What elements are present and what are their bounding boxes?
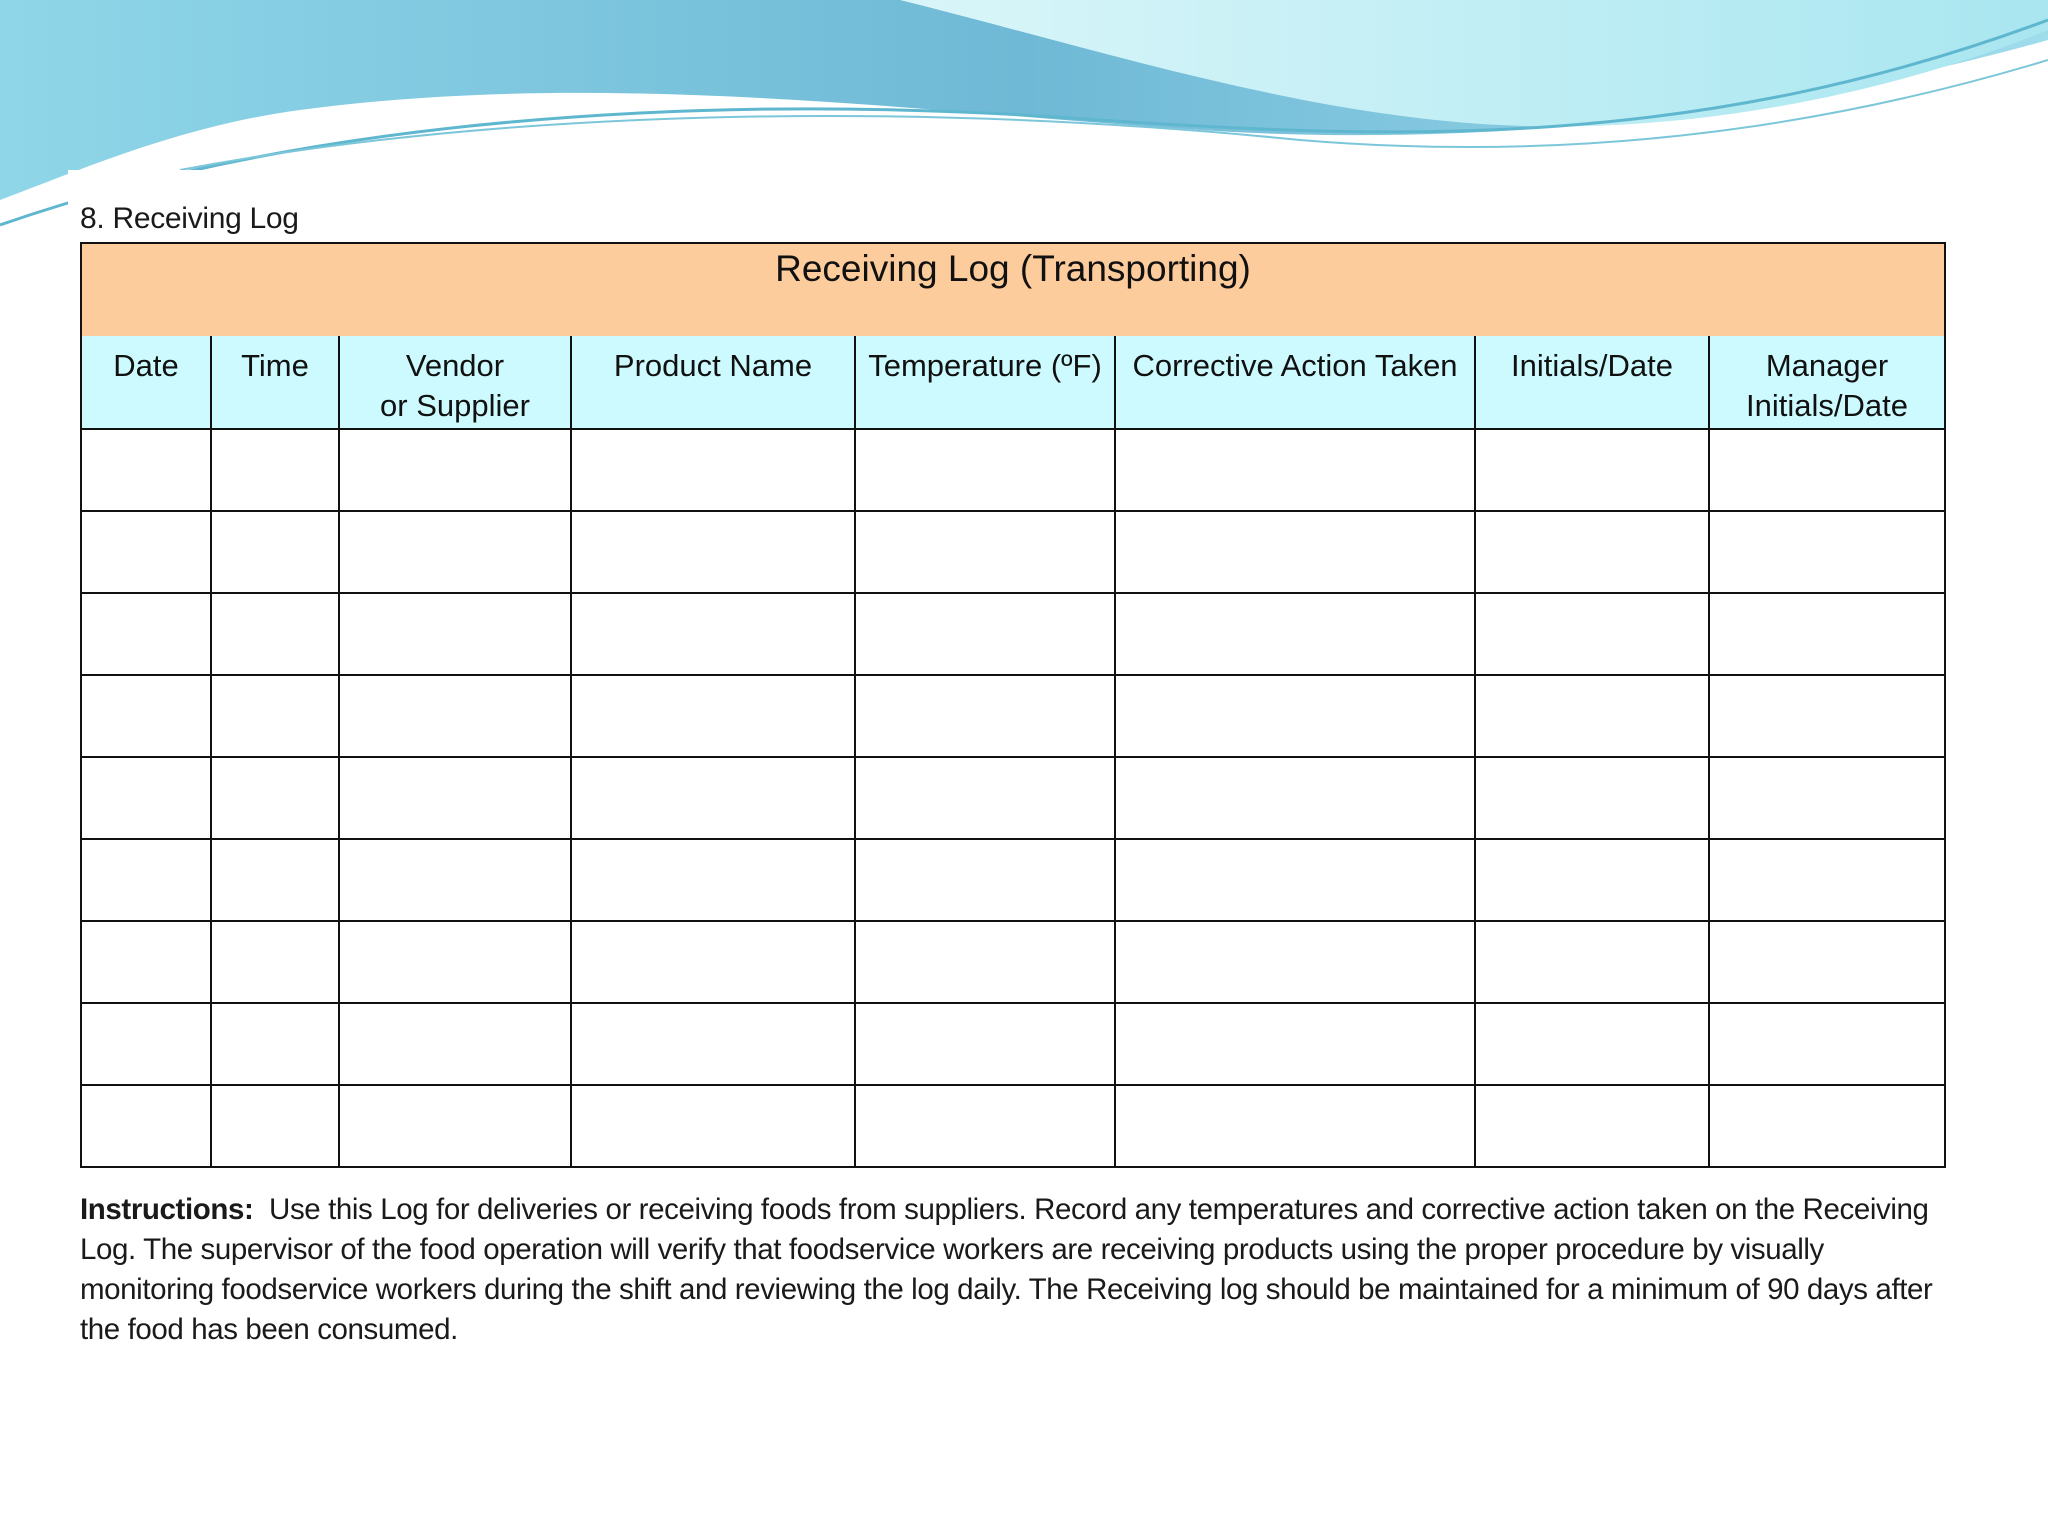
table-cell [855, 511, 1115, 593]
table-row [81, 839, 1945, 921]
table-cell [211, 675, 339, 757]
table-cell [339, 1085, 571, 1167]
column-header: Date [81, 337, 211, 429]
instructions-text: Use this Log for deliveries or receiving foods from suppliers. Record any temperatures and corrective action taken on the Receiving Log. The supervisor of the food operation will verify that foodservice workers are receiving products using the proper procedure by visually monitoring foodservice workers during the shift and reviewing the log daily. The Receiving log should be maintained for a minimum of 90 days after the food has been consumed. [80, 1193, 1933, 1346]
table-cell [1475, 1085, 1709, 1167]
table-cell [211, 1003, 339, 1085]
table-cell [571, 757, 855, 839]
table-cell [1475, 593, 1709, 675]
table-cell [1709, 1085, 1945, 1167]
table-cell [1709, 511, 1945, 593]
table-cell [211, 921, 339, 1003]
section-heading: 8. Receiving Log [80, 202, 299, 235]
table-cell [211, 757, 339, 839]
table-cell [855, 921, 1115, 1003]
column-header: Manager Initials/Date [1709, 337, 1945, 429]
table-cell [1115, 839, 1475, 921]
table-cell [855, 1003, 1115, 1085]
table-cell [81, 511, 211, 593]
table-cell [1115, 593, 1475, 675]
table-cell [1115, 511, 1475, 593]
column-header: Time [211, 337, 339, 429]
table-row [81, 429, 1945, 511]
table-row [81, 593, 1945, 675]
table-cell [1709, 675, 1945, 757]
column-header: Vendor or Supplier [339, 337, 571, 429]
table-cell [339, 1003, 571, 1085]
table-row [81, 921, 1945, 1003]
table-row [81, 1085, 1945, 1167]
table-row [81, 675, 1945, 757]
table-cell [1475, 757, 1709, 839]
receiving-log-table [80, 242, 1946, 1168]
table-cell [571, 675, 855, 757]
table-cell [1709, 593, 1945, 675]
table-cell [1709, 839, 1945, 921]
table-cell [571, 839, 855, 921]
table-cell [571, 511, 855, 593]
table-cell [1709, 757, 1945, 839]
table-cell [81, 757, 211, 839]
table-cell [339, 921, 571, 1003]
table-cell [1115, 1085, 1475, 1167]
table-cell [571, 921, 855, 1003]
instructions-paragraph [80, 1190, 1960, 1350]
instructions-label: Instructions: [80, 1193, 254, 1226]
table-cell [571, 1003, 855, 1085]
table-cell [339, 757, 571, 839]
table-cell [81, 429, 211, 511]
table-body [81, 429, 1945, 1167]
table-cell [1115, 429, 1475, 511]
table-title: Receiving Log (Transporting) [81, 243, 1945, 337]
table-cell [1475, 429, 1709, 511]
table-cell [855, 675, 1115, 757]
table-cell [1115, 757, 1475, 839]
table-cell [1475, 1003, 1709, 1085]
table-cell [211, 511, 339, 593]
table-row [81, 511, 1945, 593]
table-cell [81, 675, 211, 757]
table-cell [1475, 839, 1709, 921]
table-cell [855, 839, 1115, 921]
table-cell [211, 839, 339, 921]
table-cell [1475, 511, 1709, 593]
table-row [81, 757, 1945, 839]
table-cell [81, 1085, 211, 1167]
table-cell [81, 1003, 211, 1085]
table-cell [1475, 675, 1709, 757]
column-header-row [81, 337, 1945, 429]
table-cell [1475, 921, 1709, 1003]
table-cell [1115, 921, 1475, 1003]
table-cell [1115, 1003, 1475, 1085]
table-cell [571, 429, 855, 511]
table-cell [855, 1085, 1115, 1167]
table-cell [81, 839, 211, 921]
table-cell [211, 1085, 339, 1167]
table-row [81, 1003, 1945, 1085]
table-cell [1709, 429, 1945, 511]
table-cell [1709, 921, 1945, 1003]
table-cell [339, 511, 571, 593]
column-header: Temperature (ºF) [855, 337, 1115, 429]
column-header: Initials/Date [1475, 337, 1709, 429]
table-cell [339, 839, 571, 921]
column-header: Corrective Action Taken [1115, 337, 1475, 429]
table-cell [81, 593, 211, 675]
table-cell [339, 429, 571, 511]
table-cell [855, 757, 1115, 839]
table-cell [1709, 1003, 1945, 1085]
table-cell [855, 593, 1115, 675]
table-cell [81, 921, 211, 1003]
table-cell [571, 593, 855, 675]
table-cell [211, 429, 339, 511]
table-cell [339, 675, 571, 757]
table-cell [855, 429, 1115, 511]
table-cell [339, 593, 571, 675]
table-cell [211, 593, 339, 675]
table-cell [1115, 675, 1475, 757]
table-cell [571, 1085, 855, 1167]
column-header: Product Name [571, 337, 855, 429]
